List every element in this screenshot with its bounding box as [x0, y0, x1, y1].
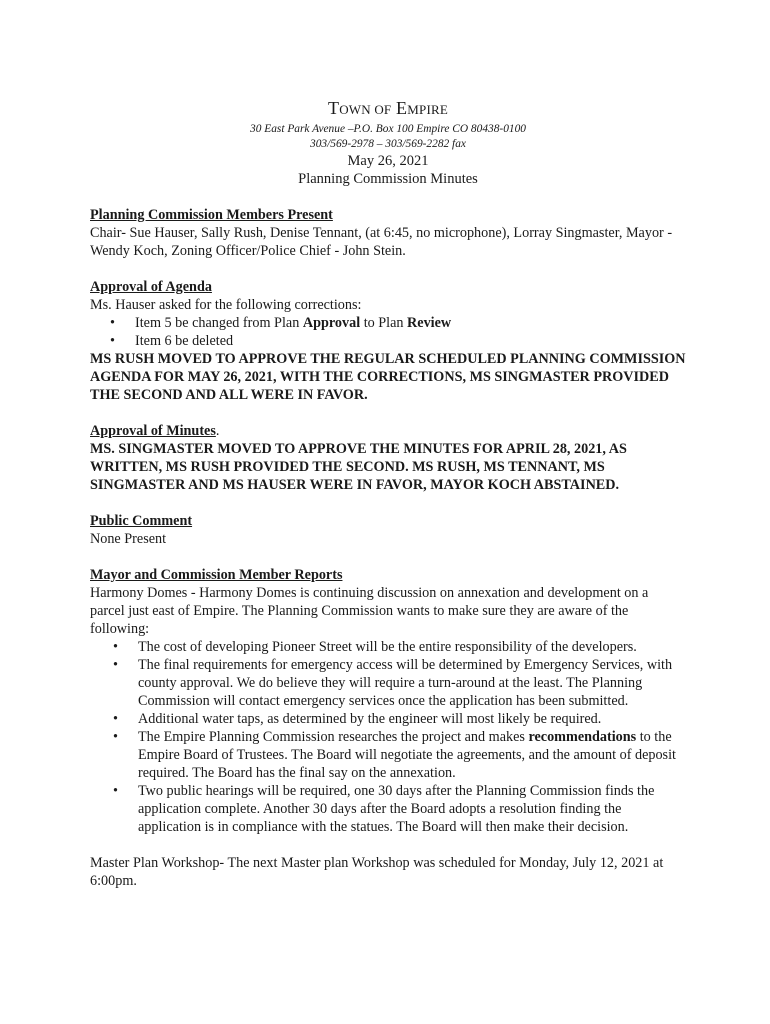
town-phone: 303/569-2978 – 303/569-2282 fax: [310, 138, 466, 150]
minutes-heading: Approval of Minutes.: [90, 423, 220, 439]
bullet-icon: •: [113, 711, 118, 727]
list-item: • The cost of developing Pioneer Street will be the entire responsibility of the developers.: [113, 639, 637, 655]
members-text: Chair- Sue Hauser, Sally Rush, Denise Tennant, (at 6:45, no microphone), Lorray Singmaster, Mayor - Wendy Koch, Zoning Officer/Police Chief - John Stein.: [90, 225, 673, 259]
meeting-date: May 26, 2021: [347, 153, 429, 169]
agenda-corrections-list: [90, 314, 686, 350]
bullet-icon: •: [110, 315, 115, 331]
list-item: • Item 5 be changed from Plan Approval to Plan Review: [110, 315, 452, 331]
list-item: • Two public hearings will be required, one 30 days after the Planning Commission finds the application complete. Another 30 days after the Board adopts a resolution finding the application is in compliance with the statues. The Board will then make their decision.: [113, 783, 655, 835]
minutes-motion: MS. SINGMASTER MOVED TO APPROVE THE MINUTES FOR APRIL 28, 2021, AS WRITTEN, MS RUSH PROVIDED THE SECOND. MS RUSH, MS TENNANT, MS SINGMASTER AND MS HAUSER WERE IN FAVOR, MAYOR KOCH ABSTAINED.: [90, 441, 627, 493]
town-title: TOWN OF EMPIRE: [328, 98, 448, 118]
bullet-icon: •: [113, 729, 118, 745]
public-comment-text: None Present: [90, 531, 167, 547]
reports-heading: Mayor and Commission Member Reports: [90, 567, 343, 583]
list-item: • Item 6 be deleted: [110, 333, 234, 349]
bullet-icon: •: [113, 783, 118, 799]
bullet-icon: •: [113, 639, 118, 655]
agenda-motion: MS RUSH MOVED TO APPROVE THE REGULAR SCHEDULED PLANNING COMMISSION AGENDA FOR MAY 26, 2021, WITH THE CORRECTIONS, MS SINGMASTER PROVIDED THE SECOND AND ALL WERE IN FAVOR.: [90, 351, 686, 403]
bullet-icon: •: [110, 333, 115, 349]
list-item: • The Empire Planning Commission researches the project and makes recommendations to the Empire Board of Trustees. The Board will negotiate the agreements, and the amount of deposit required. The Board has the final say on the annexation.: [113, 729, 676, 781]
town-address: 30 East Park Avenue –P.O. Box 100 Empire CO 80438-0100: [250, 123, 526, 135]
workshop-text: Master Plan Workshop- The next Master plan Workshop was scheduled for Monday, July 12, 2021 at 6:00pm.: [90, 855, 664, 889]
harmony-domes-list: [90, 638, 686, 836]
members-heading: Planning Commission Members Present: [90, 207, 333, 223]
public-comment-heading: Public Comment: [90, 513, 193, 529]
agenda-intro: Ms. Hauser asked for the following corrections:: [90, 297, 362, 313]
document-title: Planning Commission Minutes: [298, 171, 478, 187]
minutes-page: [90, 96, 686, 890]
bullet-icon: •: [113, 657, 118, 673]
list-item: • The final requirements for emergency access will be determined by Emergency Services, with county approval. We do believe they will require a turn-around at the least. The Planning Commission will contact emergency services once the application has been submitted.: [113, 657, 673, 709]
reports-intro: Harmony Domes - Harmony Domes is continuing discussion on annexation and development on a parcel just east of Empire. The Planning Commission wants to make sure they are aware of the following:: [90, 585, 649, 637]
list-item: • Additional water taps, as determined by the engineer will most likely be required.: [113, 711, 602, 727]
agenda-heading: Approval of Agenda: [90, 279, 212, 295]
